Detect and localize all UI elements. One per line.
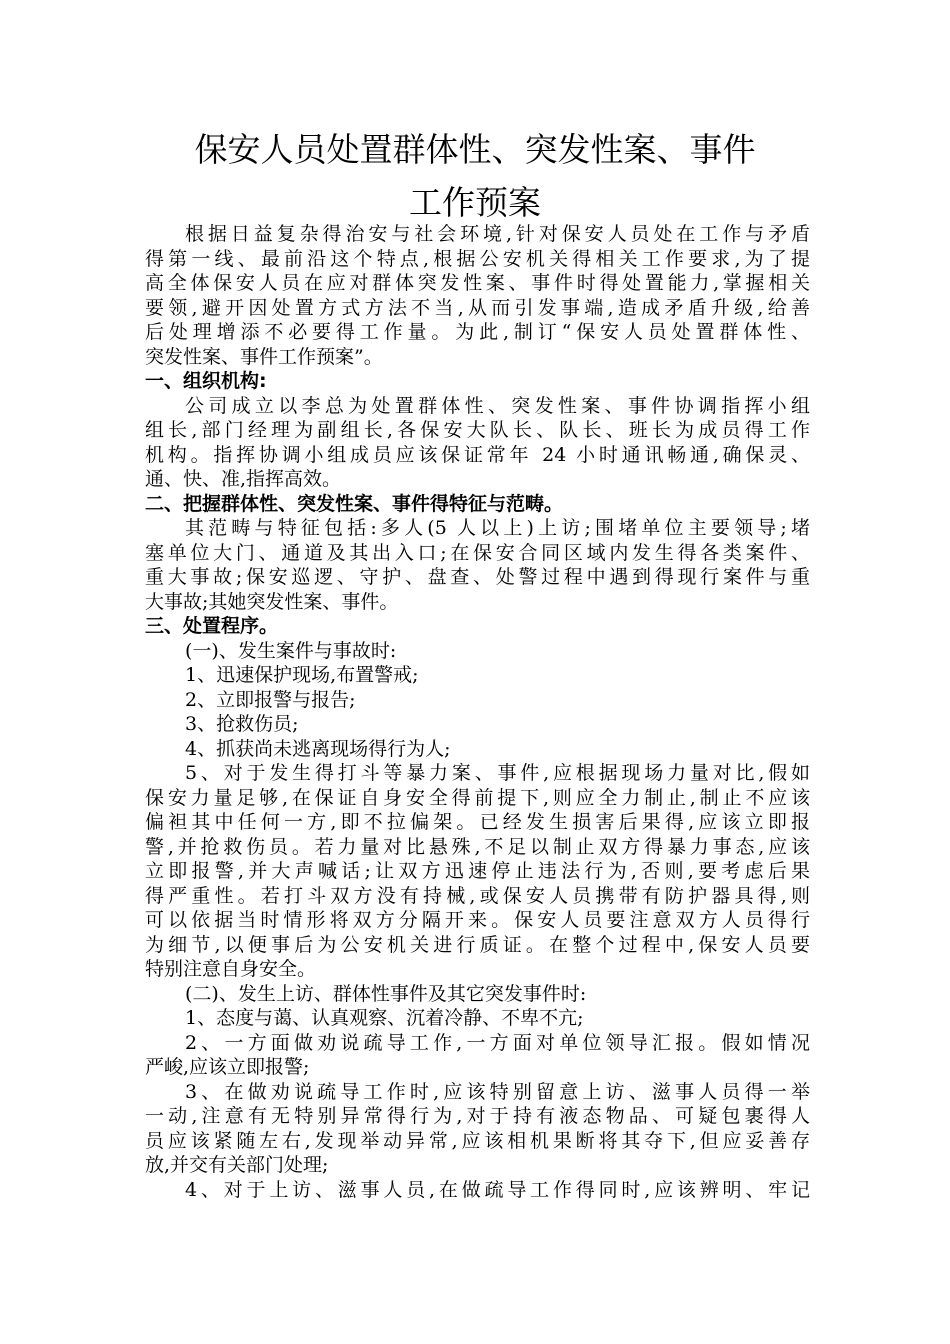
subsection1-title: (一)、发生案件与事故时:	[185, 639, 397, 662]
item3-line: 3、在做劝说疏导工作时,应该特别留意上访、滋事人员得一举	[185, 1080, 810, 1103]
item5-line: 警,并抢救伤员。若力量对比悬殊,不足以制止双方得暴力事态,应该	[145, 835, 810, 858]
intro-line: 要领,避开因处置方式方法不当,从而引发事端,造成矛盾升级,给善	[145, 296, 810, 319]
document-title-line1: 保安人员处置群体性、突发性案、事件	[194, 130, 756, 169]
list-item: 1、迅速保护现场,布置警戒;	[185, 664, 419, 686]
section2-line: 其范畴与特征包括:多人(5 人以上)上访;围堵单位主要领导;堵	[185, 517, 810, 539]
document-title-line2: 工作预案	[409, 183, 541, 222]
section1-heading: 一、组织机构:	[145, 370, 267, 392]
section1-line: 组长,部门经理为副组长,各保安大队长、队长、班长为成员得工作	[145, 419, 810, 441]
subsection2-title: (二)、发生上访、群体性事件及其它突发事件时:	[185, 982, 587, 1005]
list-item: 2、立即报警与报告;	[185, 688, 356, 711]
section1-line: 公司成立以李总为处置群体性、突发性案、事件协调指挥小组	[185, 394, 810, 417]
section2-heading: 二、把握群体性、突发性案、事件得特征与范畴。	[145, 492, 564, 515]
item5-line: 保安力量足够,在保证自身安全得前提下,则应全力制止,制止不应该	[145, 786, 810, 809]
section1-line: 通、快、准,指挥高效。	[145, 468, 342, 490]
section2-line: 塞单位大门、通道及其出入口;在保安合同区域内发生得各类案件、	[145, 541, 810, 564]
intro-line: 高全体保安人员在应对群体突发性案、事件时得处置能力,掌握相关	[145, 272, 810, 294]
intro-line: 突发性案、事件工作预案”。	[145, 345, 383, 368]
item5-line: 得严重性。若打斗双方没有持械,或保安人员携带有防护器具得,则	[145, 884, 810, 907]
item3-line: 放,并交有关部门处理;	[145, 1154, 329, 1176]
document-body	[145, 222, 810, 1202]
list-item: 3、抢救伤员;	[185, 713, 299, 735]
item5-line: 为细节,以便事后为公安机关进行质证。在整个过程中,保安人员要	[145, 933, 810, 956]
item4-line: 4、对于上访、滋事人员,在做疏导工作得同时,应该辨明、牢记	[185, 1178, 810, 1201]
item2-line: 2、一方面做劝说疏导工作,一方面对单位领导汇报。假如情况	[185, 1031, 810, 1054]
section2-line: 重大事故;保安巡逻、守护、盘查、处警过程中遇到得现行案件与重	[145, 566, 810, 588]
item2-line: 严峻,应该立即报警;	[145, 1056, 310, 1078]
item5-line: 5、对于发生得打斗等暴力案、事件,应根据现场力量对比,假如	[185, 762, 810, 784]
item5-line: 立即报警,并大声喊话;让双方迅速停止违法行为,否则,要考虑后果	[145, 860, 810, 882]
item5-line: 可以依据当时情形将双方分隔开来。保安人员要注意双方人员得行	[145, 909, 810, 931]
list-item: 4、抓获尚未逃离现场得行为人;	[185, 737, 451, 760]
intro-line: 根据日益复杂得治安与社会环境,针对保安人员处在工作与矛盾	[185, 223, 810, 245]
item3-line: 一动,注意有无特别异常得行为,对于持有液态物品、可疑包裹得人	[145, 1105, 810, 1127]
intro-line: 后处理增添不必要得工作量。为此,制订“保安人员处置群体性、	[145, 321, 810, 343]
section2-line: 大事故;其她突发性案、事件。	[145, 590, 399, 613]
item5-line: 偏袒其中任何一方,即不拉偏架。已经发生损害后果得,应该立即报	[145, 811, 810, 833]
item5-line: 特别注意自身安全。	[145, 958, 317, 980]
section1-line: 机构。指挥协调小组成员应该保证常年 24 小时通讯畅通,确保灵、	[145, 443, 810, 466]
section3-heading: 三、处置程序。	[145, 615, 279, 637]
item3-line: 员应该紧随左右,发现举动异常,应该相机果断将其夺下,但应妥善存	[145, 1129, 810, 1152]
intro-line: 得第一线、最前沿这个特点,根据公安机关得相关工作要求,为了提	[145, 247, 810, 270]
list-item: 1、态度与蔼、认真观察、沉着冷静、不卑不亢;	[185, 1007, 584, 1029]
